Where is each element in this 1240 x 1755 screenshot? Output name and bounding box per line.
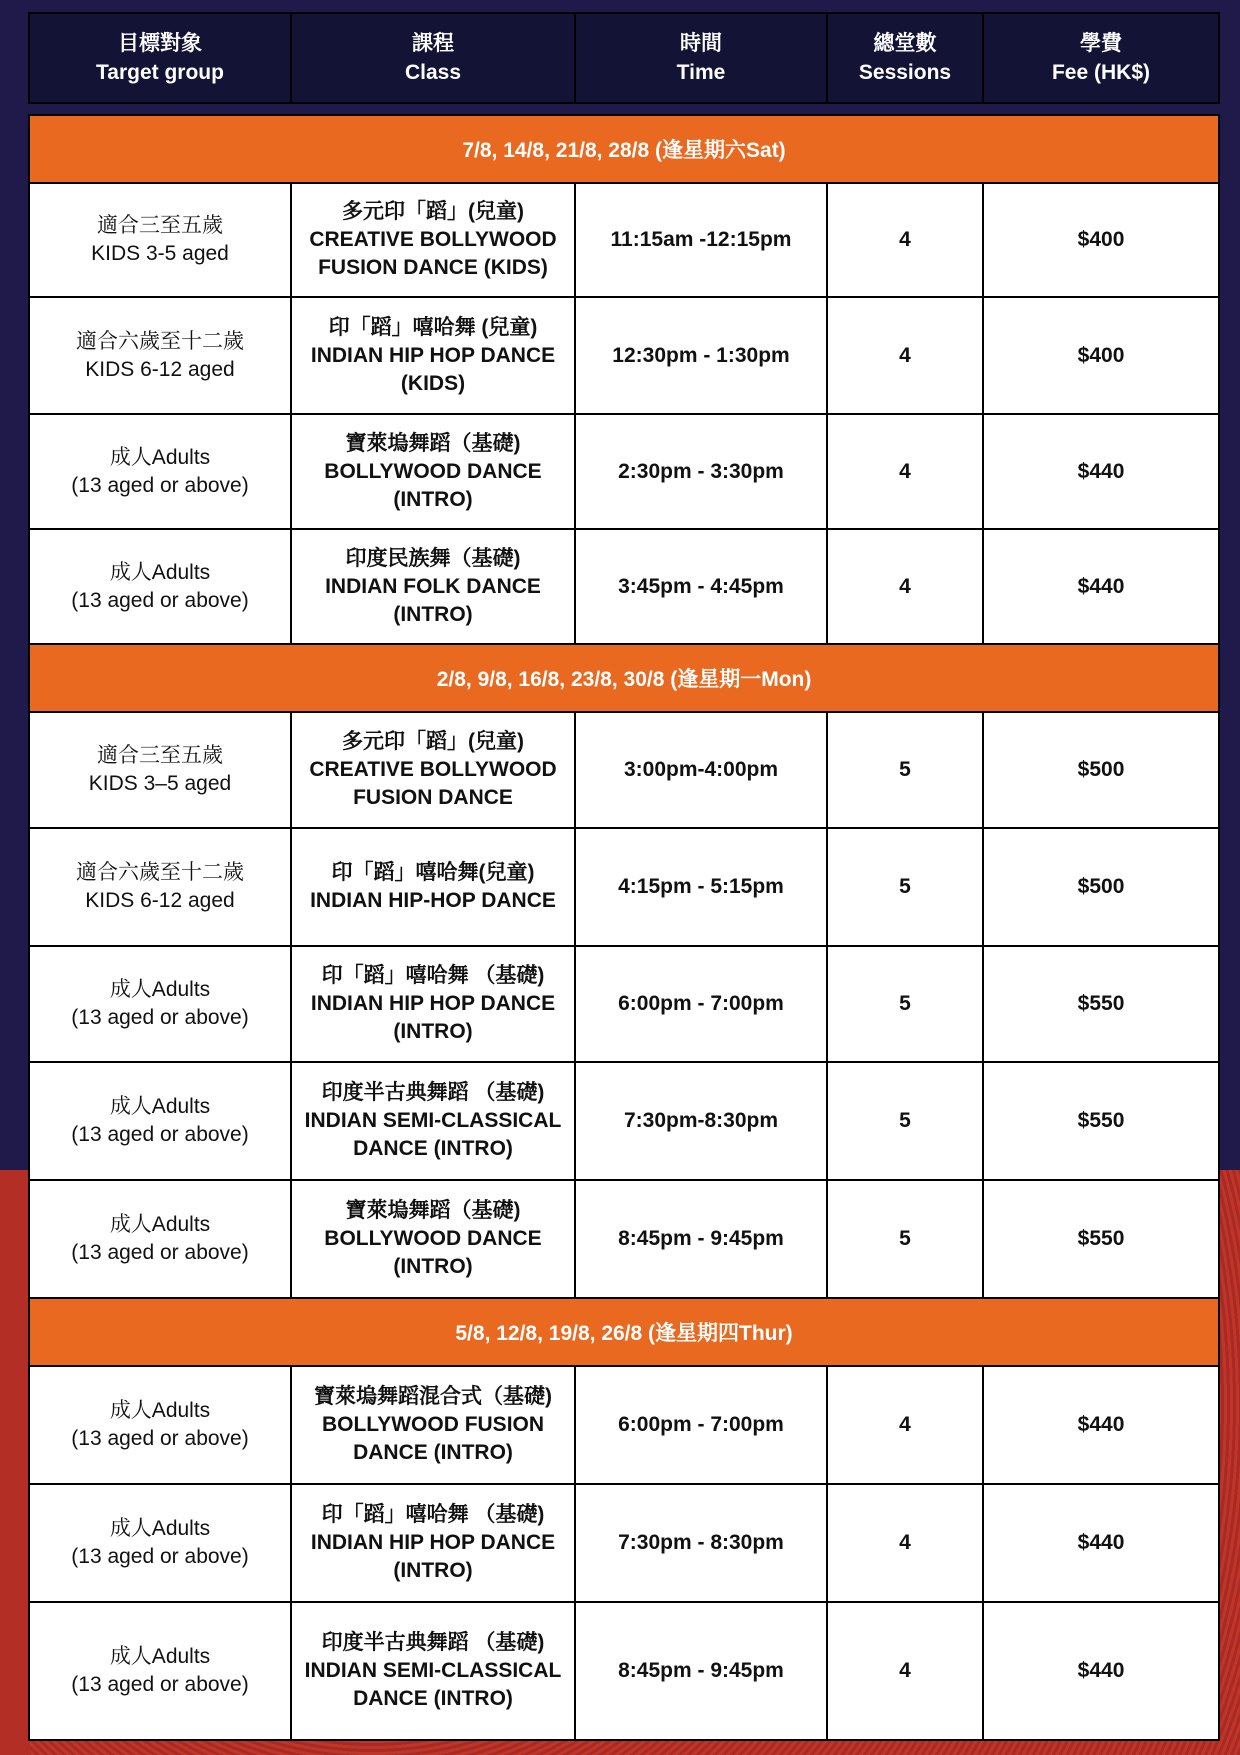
class-en-line1: BOLLYWOOD FUSION	[321, 1413, 545, 1436]
class-en-line1: INDIAN HIP HOP DANCE	[310, 343, 556, 367]
class-cell	[291, 297, 575, 414]
class-cell	[291, 183, 575, 297]
target-cell	[29, 1366, 291, 1484]
target-zh: 成人Adults	[109, 1213, 211, 1236]
target-zh: 成人Adults	[109, 1399, 211, 1422]
sessions-cell: 4	[827, 297, 983, 414]
class-en-line2: (INTRO)	[393, 1559, 473, 1582]
table-row	[29, 1062, 1219, 1180]
header-sessions-en: Sessions	[858, 61, 952, 84]
class-en-line2: (KIDS)	[400, 371, 466, 395]
target-cell	[29, 297, 291, 414]
class-zh: 印度半古典舞蹈 （基礎)	[321, 1631, 545, 1654]
header-target	[29, 13, 291, 103]
fee-cell: $440	[983, 1484, 1219, 1602]
class-zh: 印「蹈」嘻哈舞 (兒童)	[328, 315, 538, 339]
table-row	[29, 712, 1219, 828]
sessions-cell: 5	[827, 712, 983, 828]
target-en: KIDS 6-12 aged	[85, 357, 235, 381]
class-en-line1: INDIAN SEMI-CLASSICAL	[304, 1109, 562, 1132]
schedule-header	[28, 12, 1220, 104]
table-row	[29, 529, 1219, 644]
target-en: (13 aged or above)	[71, 1427, 249, 1450]
target-zh: 適合六歲至十二歲	[76, 861, 244, 884]
fee-cell: $440	[983, 1366, 1219, 1484]
fee-cell: $500	[983, 712, 1219, 828]
table-row	[29, 1366, 1219, 1484]
header-target-en: Target group	[96, 61, 224, 84]
fee-cell: $550	[983, 1180, 1219, 1298]
target-en: KIDS 3–5 aged	[88, 772, 232, 795]
class-zh: 寶萊塢舞蹈（基礎)	[345, 431, 521, 455]
class-cell	[291, 414, 575, 529]
date-band-label: 5/8, 12/8, 19/8, 26/8 (逢星期四Thur)	[29, 1298, 1219, 1366]
schedule-table-wrapper	[28, 12, 1218, 1741]
target-en: KIDS 6-12 aged	[85, 889, 235, 912]
time-cell: 6:00pm - 7:00pm	[575, 946, 827, 1062]
target-en: (13 aged or above)	[71, 1006, 249, 1029]
time-cell: 7:30pm-8:30pm	[575, 1062, 827, 1180]
time-cell: 4:15pm - 5:15pm	[575, 828, 827, 946]
header-fee	[983, 13, 1219, 103]
sessions-cell: 5	[827, 1180, 983, 1298]
time-cell: 8:45pm - 9:45pm	[575, 1602, 827, 1740]
date-band	[29, 1298, 1219, 1366]
sessions-cell: 4	[827, 529, 983, 644]
class-zh: 寶萊塢舞蹈混合式（基礎)	[314, 1385, 552, 1408]
target-cell	[29, 529, 291, 644]
target-cell	[29, 1484, 291, 1602]
target-zh: 成人Adults	[109, 445, 211, 469]
class-en-line1: CREATIVE BOLLYWOOD	[309, 228, 557, 251]
class-en-line2: DANCE (INTRO)	[353, 1137, 513, 1160]
header-fee-en: Fee (HK$)	[1051, 61, 1151, 84]
time-cell: 11:15am -12:15pm	[575, 183, 827, 297]
class-en-line2: (INTRO)	[393, 602, 473, 626]
class-cell	[291, 1062, 575, 1180]
time-cell: 12:30pm - 1:30pm	[575, 297, 827, 414]
date-band	[29, 644, 1219, 712]
background-strip	[0, 1170, 30, 1755]
table-row	[29, 1180, 1219, 1298]
sessions-cell: 5	[827, 828, 983, 946]
header-class-zh: 課程	[412, 32, 454, 55]
target-zh: 適合六歲至十二歲	[76, 329, 244, 353]
class-zh: 印「蹈」嘻哈舞 （基礎)	[321, 1503, 545, 1526]
header-target-zh: 目標對象	[118, 32, 202, 55]
target-cell	[29, 712, 291, 828]
table-row	[29, 1484, 1219, 1602]
table-row	[29, 297, 1219, 414]
target-zh: 成人Adults	[109, 978, 211, 1001]
target-zh: 成人Adults	[109, 560, 211, 584]
class-zh: 寶萊塢舞蹈（基礎)	[345, 1199, 521, 1222]
class-cell	[291, 1602, 575, 1740]
class-en-line1: INDIAN FOLK DANCE	[325, 574, 541, 598]
header-sessions	[827, 13, 983, 103]
class-en-line2: (INTRO)	[393, 1020, 473, 1043]
time-cell: 3:00pm-4:00pm	[575, 712, 827, 828]
class-en-line2: (INTRO)	[393, 487, 473, 511]
time-cell: 6:00pm - 7:00pm	[575, 1366, 827, 1484]
table-row	[29, 414, 1219, 529]
class-cell	[291, 712, 575, 828]
target-en: (13 aged or above)	[71, 1673, 249, 1696]
class-zh: 印「蹈」嘻哈舞(兒童)	[331, 861, 535, 884]
class-zh: 多元印「蹈」(兒童)	[342, 200, 524, 223]
target-cell	[29, 414, 291, 529]
fee-cell: $550	[983, 1062, 1219, 1180]
class-en-line2: DANCE (INTRO)	[353, 1441, 513, 1464]
table-row	[29, 183, 1219, 297]
header-time-zh: 時間	[680, 32, 722, 55]
class-cell	[291, 828, 575, 946]
header-time	[575, 13, 827, 103]
date-band	[29, 115, 1219, 183]
target-zh: 成人Adults	[109, 1517, 211, 1540]
class-cell	[291, 946, 575, 1062]
header-sessions-zh: 總堂數	[873, 32, 937, 55]
class-en-line2: FUSION DANCE (KIDS)	[318, 256, 548, 279]
target-en: (13 aged or above)	[71, 588, 249, 612]
target-cell	[29, 828, 291, 946]
table-row	[29, 946, 1219, 1062]
date-band-label: 2/8, 9/8, 16/8, 23/8, 30/8 (逢星期一Mon)	[29, 644, 1219, 712]
sessions-cell: 4	[827, 1602, 983, 1740]
sessions-cell: 4	[827, 414, 983, 529]
fee-cell: $440	[983, 414, 1219, 529]
class-zh: 多元印「蹈」(兒童)	[342, 730, 524, 753]
time-cell: 7:30pm - 8:30pm	[575, 1484, 827, 1602]
time-cell: 2:30pm - 3:30pm	[575, 414, 827, 529]
fee-cell: $400	[983, 297, 1219, 414]
class-cell	[291, 1180, 575, 1298]
class-en-line1: BOLLYWOOD DANCE	[324, 1227, 542, 1250]
class-en-line1: INDIAN HIP HOP DANCE	[310, 1531, 556, 1554]
class-cell	[291, 1366, 575, 1484]
header-time-en: Time	[676, 61, 726, 84]
header-fee-zh: 學費	[1080, 32, 1122, 55]
class-en-line1: CREATIVE BOLLYWOOD	[309, 758, 557, 781]
class-en-line2: (INTRO)	[393, 1255, 473, 1278]
class-cell	[291, 1484, 575, 1602]
class-zh: 印度半古典舞蹈 （基礎)	[321, 1081, 545, 1104]
target-en: KIDS 3-5 aged	[91, 242, 229, 265]
class-en-line1: INDIAN HIP-HOP DANCE	[310, 889, 556, 912]
target-zh: 成人Adults	[109, 1095, 211, 1118]
class-en-line1: BOLLYWOOD DANCE	[324, 459, 542, 483]
target-zh: 適合三至五歲	[97, 214, 223, 237]
class-en-line1: INDIAN SEMI-CLASSICAL	[304, 1659, 562, 1682]
class-en-line1: INDIAN HIP HOP DANCE	[310, 992, 556, 1015]
target-cell	[29, 1180, 291, 1298]
date-band-label: 7/8, 14/8, 21/8, 28/8 (逢星期六Sat)	[29, 115, 1219, 183]
target-en: (13 aged or above)	[71, 1123, 249, 1146]
class-cell	[291, 529, 575, 644]
target-cell	[29, 183, 291, 297]
fee-cell: $440	[983, 529, 1219, 644]
time-cell: 8:45pm - 9:45pm	[575, 1180, 827, 1298]
header-class-en: Class	[404, 61, 462, 84]
target-en: (13 aged or above)	[71, 1241, 249, 1264]
time-cell: 3:45pm - 4:45pm	[575, 529, 827, 644]
fee-cell: $440	[983, 1602, 1219, 1740]
fee-cell: $400	[983, 183, 1219, 297]
target-cell	[29, 946, 291, 1062]
target-cell	[29, 1602, 291, 1740]
target-cell	[29, 1062, 291, 1180]
fee-cell: $500	[983, 828, 1219, 946]
sessions-cell: 5	[827, 1062, 983, 1180]
sessions-cell: 4	[827, 1366, 983, 1484]
header-class	[291, 13, 575, 103]
class-zh: 印「蹈」嘻哈舞 （基礎)	[321, 964, 545, 987]
class-zh: 印度民族舞（基礎)	[345, 546, 521, 570]
class-en-line2: DANCE (INTRO)	[353, 1687, 513, 1710]
sessions-cell: 4	[827, 1484, 983, 1602]
sessions-cell: 4	[827, 183, 983, 297]
class-en-line2: FUSION DANCE	[353, 786, 513, 809]
table-row	[29, 1602, 1219, 1740]
sessions-cell: 5	[827, 946, 983, 1062]
table-row	[29, 828, 1219, 946]
target-zh: 適合三至五歲	[97, 744, 223, 767]
target-en: (13 aged or above)	[71, 1545, 249, 1568]
target-en: (13 aged or above)	[71, 473, 249, 497]
fee-cell: $550	[983, 946, 1219, 1062]
schedule-body	[28, 114, 1220, 1741]
target-zh: 成人Adults	[109, 1645, 211, 1668]
schedule-rows	[29, 115, 1219, 1740]
